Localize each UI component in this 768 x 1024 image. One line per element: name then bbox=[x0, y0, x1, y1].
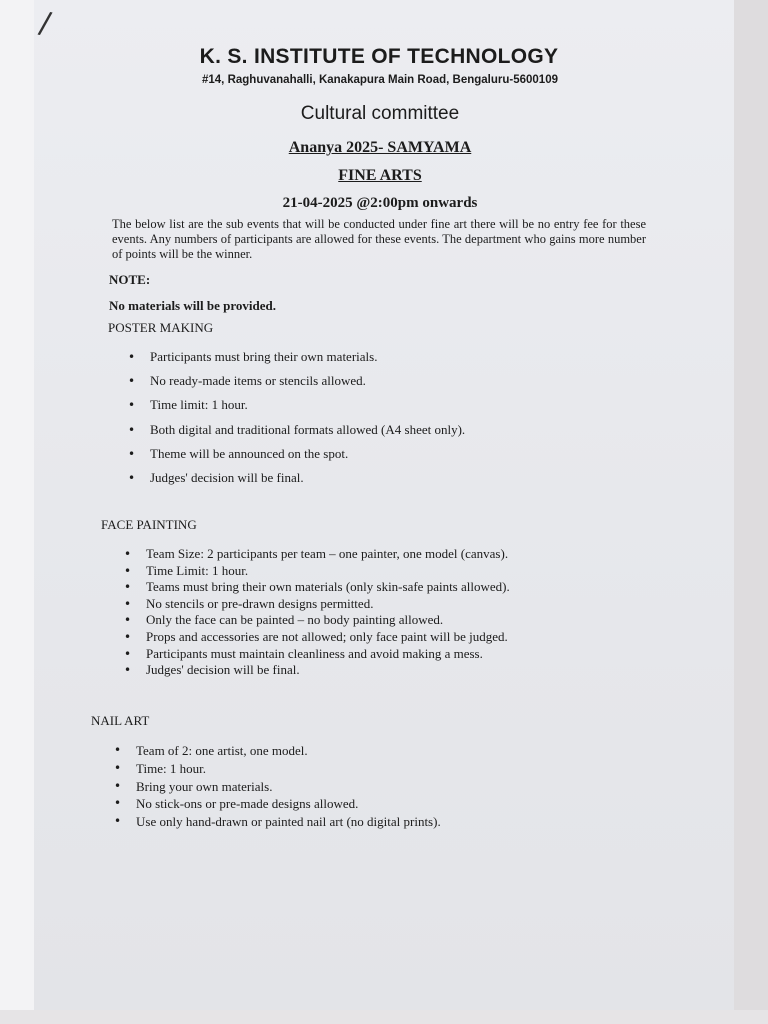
background-right bbox=[734, 0, 768, 1024]
list-item: • Participants must bring their own materials. bbox=[124, 345, 465, 369]
background-left bbox=[0, 0, 34, 1024]
list-item: • Props and accessories are not allowed; only face paint will be judged. bbox=[120, 629, 510, 646]
background-bottom bbox=[0, 1010, 768, 1024]
list-item: • Time Limit: 1 hour. bbox=[120, 563, 510, 580]
institution-name: K. S. INSTITUTE OF TECHNOLOGY bbox=[199, 45, 559, 68]
event-date: 21-04-2025 @2:00pm onwards bbox=[282, 195, 478, 211]
list-item: • Judges' decision will be final. bbox=[124, 466, 465, 490]
list-item: • Use only hand-drawn or painted nail art (no digital prints). bbox=[110, 813, 441, 831]
list-item: • No ready-made items or stencils allowed. bbox=[124, 369, 465, 393]
poster-making-rules bbox=[124, 345, 465, 490]
pen-stroke-mark: / bbox=[36, 5, 54, 42]
list-item: • Teams must bring their own materials (only skin-safe paints allowed). bbox=[120, 579, 510, 596]
section-heading-poster-making: POSTER MAKING bbox=[108, 320, 214, 335]
category-title: FINE ARTS bbox=[338, 167, 422, 184]
list-item: • Team of 2: one artist, one model. bbox=[110, 742, 441, 760]
list-item: • Judges' decision will be final. bbox=[120, 662, 510, 679]
list-item: • Bring your own materials. bbox=[110, 778, 441, 796]
section-heading-face-painting: FACE PAINTING bbox=[101, 517, 197, 532]
note-label: NOTE: bbox=[109, 272, 151, 287]
event-title: Ananya 2025- SAMYAMA bbox=[288, 139, 472, 156]
no-materials-note: No materials will be provided. bbox=[109, 298, 276, 313]
intro-paragraph: The below list are the sub events that will be conducted under fine art there will be no entry fee for these events. Any numbers of participants are allowed for these events. The department who gains more number of points will be the winner. bbox=[112, 217, 646, 261]
nail-art-rules bbox=[110, 742, 441, 831]
list-item: • Team Size: 2 participants per team – one painter, one model (canvas). bbox=[120, 546, 510, 563]
list-item: • Theme will be announced on the spot. bbox=[124, 442, 465, 466]
list-item: • Both digital and traditional formats allowed (A4 sheet only). bbox=[124, 418, 465, 442]
section-heading-nail-art: NAIL ART bbox=[91, 713, 150, 728]
list-item: • Only the face can be painted – no body painting allowed. bbox=[120, 612, 510, 629]
face-painting-rules bbox=[120, 546, 510, 679]
committee-title: Cultural committee bbox=[300, 103, 460, 124]
list-item: • No stick-ons or pre-made designs allowed. bbox=[110, 795, 441, 813]
list-item: • Participants must maintain cleanliness and avoid making a mess. bbox=[120, 646, 510, 663]
institution-address: #14, Raghuvanahalli, Kanakapura Main Road, Bengaluru-5600109 bbox=[202, 74, 558, 86]
list-item: • Time limit: 1 hour. bbox=[124, 393, 465, 417]
document-page bbox=[34, 0, 734, 1010]
list-item: • Time: 1 hour. bbox=[110, 760, 441, 778]
list-item: • No stencils or pre-drawn designs permitted. bbox=[120, 596, 510, 613]
